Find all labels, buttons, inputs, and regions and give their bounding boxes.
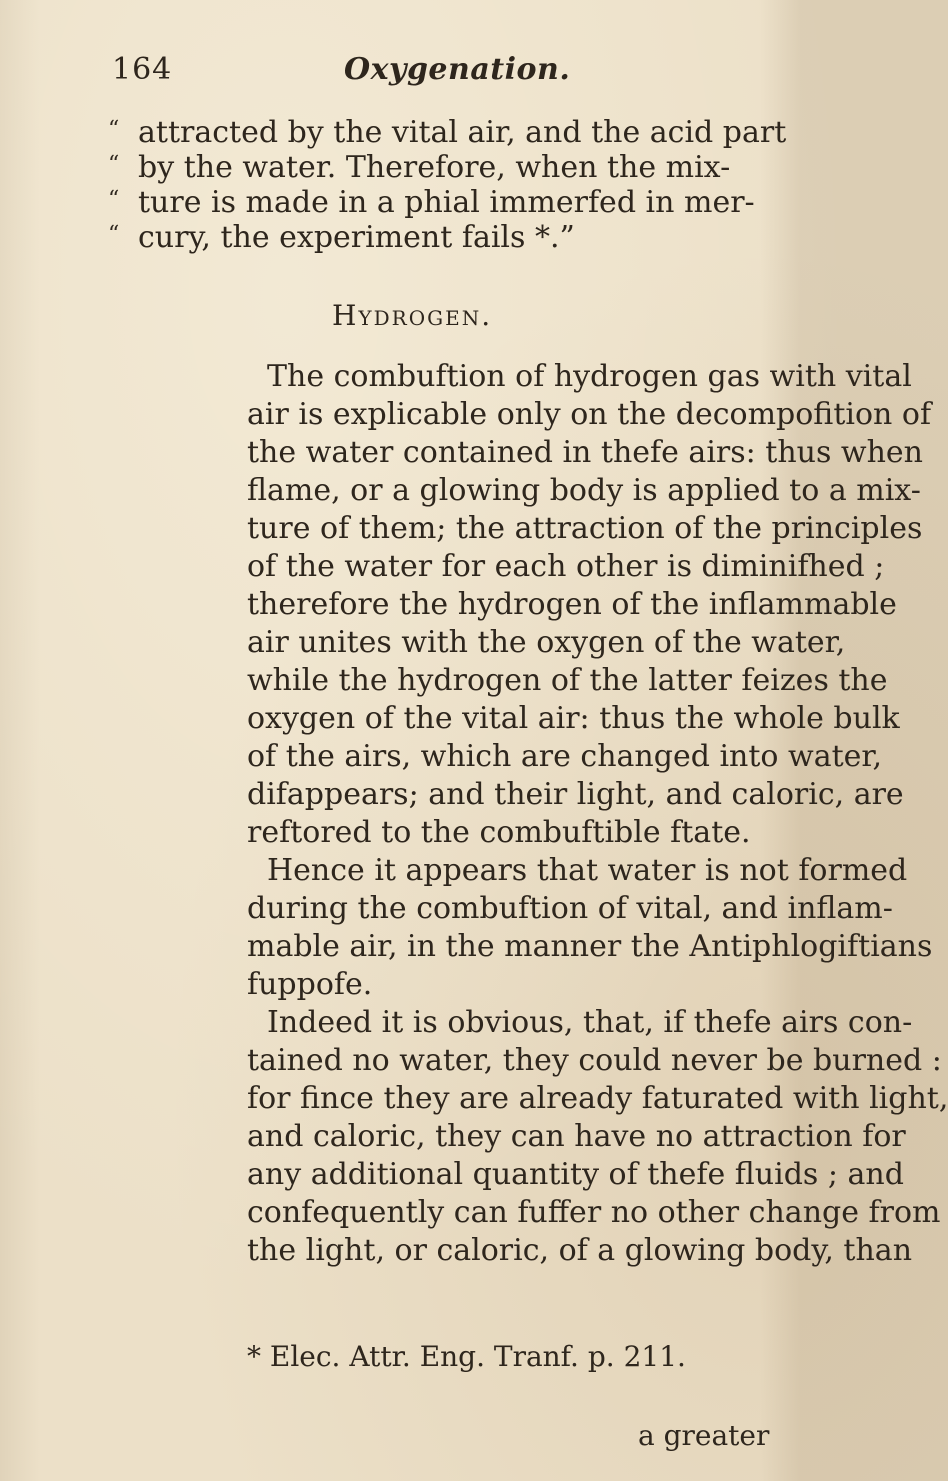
quote-line: “ by the water. Therefore, when the mix- [108, 147, 730, 186]
text-line: Indeed it is obvious, that, if thefe airs con- [267, 1005, 913, 1040]
text-line: the water contained in thefe airs: thus when [247, 435, 923, 470]
text-line: air unites with the oxygen of the water, [247, 625, 846, 660]
text-line: and caloric, they can have no attraction for [247, 1119, 906, 1154]
text-line: flame, or a glowing body is applied to a mix- [247, 473, 921, 508]
quote-line: “ attracted by the vital air, and the acid part [108, 112, 786, 151]
text-line: fuppofe. [247, 967, 373, 1002]
text-line: while the hydrogen of the latter feizes the [247, 663, 888, 698]
text-line: The combuftion of hydrogen gas with vital [267, 359, 912, 394]
text-line: of the airs, which are changed into water, [247, 739, 882, 774]
text-line: confequently can fuffer no other change from [247, 1195, 941, 1230]
quote-mark: “ [108, 187, 120, 212]
text-line: tained no water, they could never be burned : [247, 1043, 942, 1078]
text-line: Hence it appears that water is not formed [267, 853, 908, 888]
text-line: mable air, in the manner the Antiphlogiftians [247, 929, 933, 964]
text-line: air is explicable only on the decompofition of [247, 397, 932, 432]
footnote: * Elec. Attr. Eng. Tranf. p. 211. [247, 1340, 686, 1373]
text-line: the light, or caloric, of a glowing body, than [247, 1233, 913, 1268]
quote-mark: “ [108, 152, 120, 177]
text-line: during the combuftion of vital, and inflam- [247, 891, 893, 926]
text-line: ture of them; the attraction of the principles [247, 511, 923, 546]
text-line: oxygen of the vital air: thus the whole bulk [247, 701, 900, 736]
running-title: Oxygenation. [344, 52, 571, 87]
quote-line: “ cury, the experiment fails *.” [108, 217, 575, 256]
page-header [112, 52, 752, 92]
quote-line: “ ture is made in a phial immerfed in mer- [108, 182, 755, 221]
text-line: of the water for each other is diminifhed ; [247, 549, 885, 584]
quote-mark: “ [108, 222, 120, 247]
page-number: 164 [112, 52, 173, 87]
catchword: a greater [638, 1419, 770, 1452]
text-line: for fince they are already faturated with light, [247, 1081, 948, 1116]
quote-mark: “ [108, 117, 120, 142]
text-line: difappears; and their light, and caloric, are [247, 777, 904, 812]
section-heading: Hydrogen. [332, 299, 493, 332]
text-line: reftored to the combuftible ftate. [247, 815, 751, 850]
text-line: any additional quantity of thefe fluids ; and [247, 1157, 904, 1192]
text-line: therefore the hydrogen of the inflammable [247, 587, 897, 622]
